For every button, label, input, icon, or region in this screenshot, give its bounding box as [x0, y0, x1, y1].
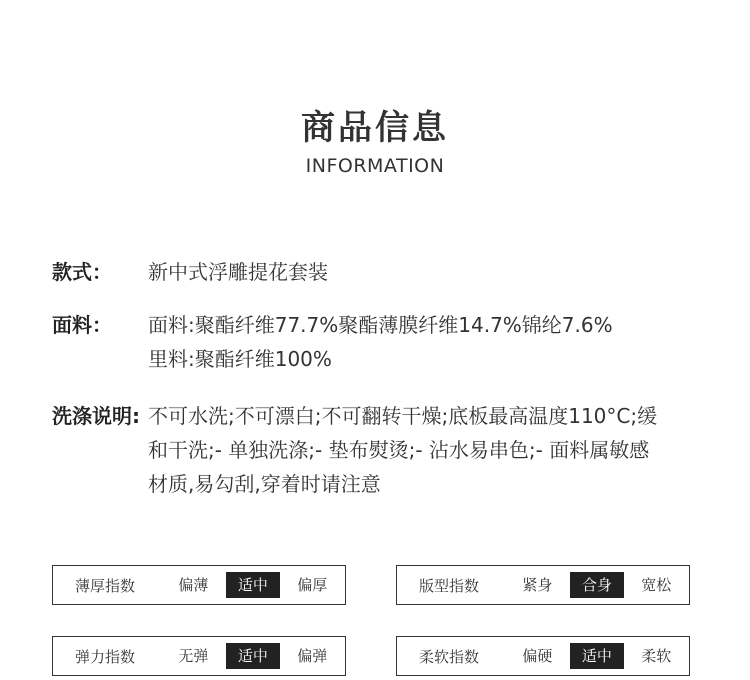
- section-title: 商品信息: [301, 108, 449, 148]
- wash-label: 洗涤说明:: [52, 404, 140, 428]
- fit-option-loose: 宽松: [641, 576, 672, 594]
- fit-option-regular: 合身: [570, 572, 623, 598]
- fabric-line-lining: 里料:聚酯纤维100%: [148, 347, 332, 371]
- thickness-option-thick: 偏厚: [297, 576, 328, 594]
- stretch-option-none: 无弹: [178, 647, 209, 665]
- style-value-text: 新中式浮雕提花套装: [148, 260, 328, 284]
- thickness-index: [52, 565, 346, 605]
- fabric-value: [148, 308, 613, 376]
- stretch-option-medium: 适中: [226, 643, 279, 669]
- softness-option-stiff: 偏硬: [522, 647, 553, 665]
- wash-line-2: 和干洗;- 单独洗涤;- 垫布熨烫;- 沾水易串色;- 面料属敏感: [148, 438, 650, 462]
- wash-value: [148, 399, 712, 501]
- wash-line-3: 材质,易勾刮,穿着时请注意: [148, 472, 381, 496]
- fit-option-slim: 紧身: [522, 576, 553, 594]
- thickness-option-thin: 偏薄: [178, 576, 209, 594]
- wash-line-1: 不可水洗;不可漂白;不可翻转干燥;底板最高温度110°C;缓: [148, 404, 658, 428]
- stretch-index-label: 弹力指数: [75, 647, 136, 666]
- fit-index-label: 版型指数: [419, 576, 480, 595]
- section-header: [0, 104, 750, 179]
- thickness-option-medium: 适中: [226, 572, 279, 598]
- stretch-index: [52, 636, 346, 676]
- wash-row: [52, 399, 712, 501]
- style-value: [148, 255, 328, 289]
- fabric-line-outer: 面料:聚酯纤维77.7%聚酯薄膜纤维14.7%锦纶7.6%: [148, 313, 613, 337]
- softness-index: [396, 636, 690, 676]
- fabric-label: 面料：: [52, 313, 112, 337]
- style-label: 款式：: [52, 260, 112, 284]
- softness-option-soft: 柔软: [641, 647, 672, 665]
- softness-option-medium: 适中: [570, 643, 623, 669]
- softness-index-label: 柔软指数: [419, 647, 480, 666]
- stretch-option-stretchy: 偏弹: [297, 647, 328, 665]
- fabric-row: [52, 308, 613, 376]
- fit-index: [396, 565, 690, 605]
- style-row: [52, 255, 328, 289]
- section-subtitle: INFORMATION: [305, 155, 445, 177]
- thickness-index-label: 薄厚指数: [75, 576, 136, 595]
